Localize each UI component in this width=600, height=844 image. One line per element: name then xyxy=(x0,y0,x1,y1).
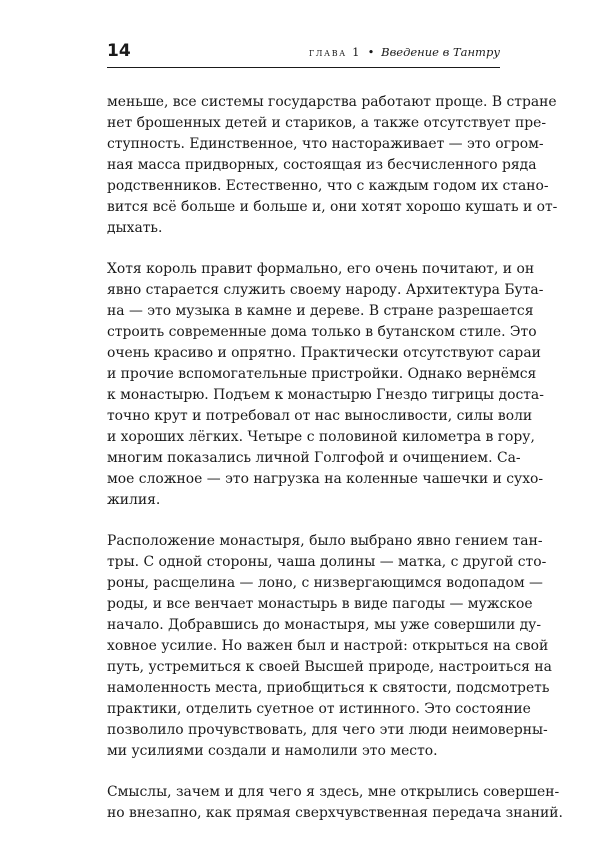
paragraph-4 xyxy=(107,782,563,824)
text-line: Смыслы, зачем и для чего я здесь, мне открылись совершен- xyxy=(107,784,560,800)
text-line: родственников. Естественно, что с каждым годом их стано- xyxy=(107,178,549,194)
text-line: роны, расщелина — лоно, с низвергающимся водопадом — xyxy=(107,575,543,591)
text-line: многим показались личной Голгофой и очищением. Са- xyxy=(107,450,521,466)
text-line: путь, устремиться к своей Высшей природе, настроиться на xyxy=(107,659,552,675)
paragraph-3 xyxy=(107,531,552,762)
page-number: 14 xyxy=(107,41,131,61)
text-line: на — это музыка в камне и дереве. В стране разрешается xyxy=(107,303,534,319)
text-line: практики, отделить суетное от истинного. Это состояние xyxy=(107,701,531,717)
chapter-title: Введение в Тантру xyxy=(381,45,500,59)
text-line: дыхать. xyxy=(107,220,163,236)
text-line: ступность. Единственное, что настораживает — это огром- xyxy=(107,136,544,152)
text-line: вится всё больше и больше и, они хотят хорошо кушать и от- xyxy=(107,199,558,215)
text-line: тры. С одной стороны, чаша долины — матка, с другой сто- xyxy=(107,554,547,570)
text-line: и хороших лёгких. Четыре с половиной километра в гору, xyxy=(107,429,535,445)
text-line: к монастырю. Подъем к монастырю Гнездо тигрицы доста- xyxy=(107,387,544,403)
text-line: очень красиво и опрятно. Практически отсутствуют сараи xyxy=(107,345,541,361)
text-line: и прочие вспомогательные пристройки. Однако вернёмся xyxy=(107,366,537,382)
chapter-label: глава 1 xyxy=(308,45,362,59)
text-line: роды, и все венчает монастырь в виде пагоды — мужское xyxy=(107,596,533,612)
body-text xyxy=(107,92,563,844)
chapter-separator: • xyxy=(367,45,375,59)
text-line: ми усилиями создали и намолили это место. xyxy=(107,743,438,759)
text-line: строить современные дома только в бутанском стиле. Это xyxy=(107,324,537,340)
paragraph-2 xyxy=(107,259,544,511)
paragraph-1 xyxy=(107,92,558,239)
text-line: точно крут и потребовал от нас выносливости, силы воли xyxy=(107,408,533,424)
text-line: ная масса придворных, состоящая из бесчисленного ряда xyxy=(107,157,537,173)
text-line: но внезапно, как прямая сверхчувственная передача знаний. xyxy=(107,805,563,821)
text-line: позволило прочувствовать, для чего эти люди неимоверны- xyxy=(107,722,548,738)
text-line: Хотя король правит формально, его очень почитают, и он xyxy=(107,261,535,277)
header-rule xyxy=(107,67,500,68)
page-header xyxy=(107,40,500,64)
text-line: нет брошенных детей и стариков, а также отсутствует пре- xyxy=(107,115,547,131)
text-line: Расположение монастыря, было выбрано явно гением тан- xyxy=(107,533,543,549)
text-line: ховное усилие. Но важен был и настрой: открыться на свой xyxy=(107,638,549,654)
text-line: начало. Добравшись до монастыря, мы уже совершили ду- xyxy=(107,617,542,633)
text-line: меньше, все системы государства работают проще. В стране xyxy=(107,94,557,110)
text-line: намоленность места, приобщиться к святости, подсмотреть xyxy=(107,680,550,696)
running-head xyxy=(309,44,500,60)
text-line: явно старается служить своему народу. Архитектура Бута- xyxy=(107,282,544,298)
text-line: жилия. xyxy=(107,492,161,508)
text-line: мое сложное — это нагрузка на коленные чашечки и сухо- xyxy=(107,471,544,487)
